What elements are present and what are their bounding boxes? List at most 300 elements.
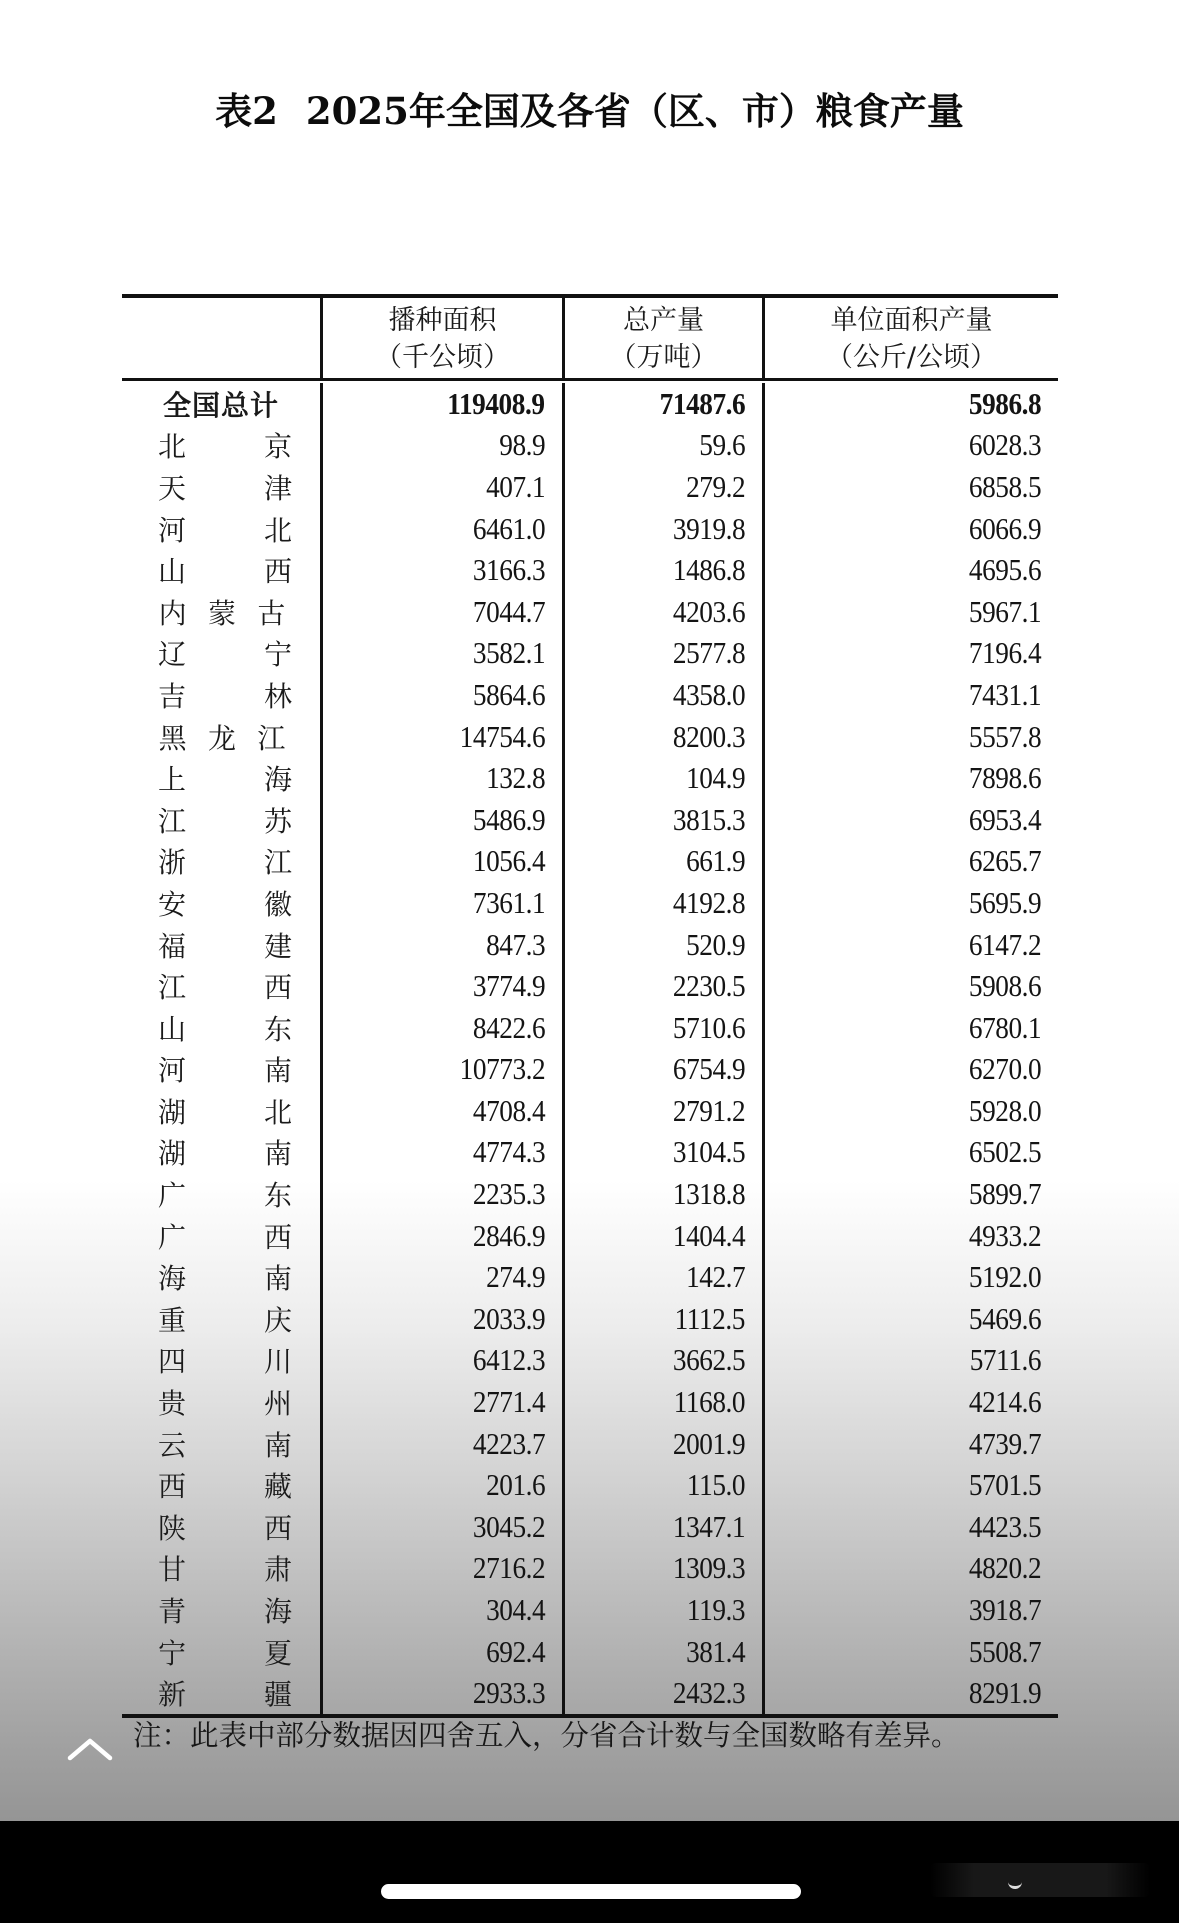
- table-number: 表2: [215, 89, 278, 133]
- table-row: [122, 1340, 1058, 1382]
- total-output-value-text: 1112.5: [674, 1300, 745, 1336]
- header-yield-per-area-label: 单位面积产量: [830, 305, 993, 336]
- total-output-value: [562, 1173, 762, 1215]
- header-total-output: [562, 298, 762, 378]
- sown-area-value: [320, 1298, 562, 1340]
- sown-area-value: [320, 1049, 562, 1091]
- total-output-value-text: 104.9: [685, 760, 745, 796]
- sown-area-value-text: 2933.3: [472, 1675, 545, 1711]
- total-output-value-text: 2001.9: [672, 1425, 745, 1461]
- yield-value: [762, 508, 1058, 550]
- sown-area-value-text: 3166.3: [472, 552, 545, 588]
- region-name: [122, 965, 320, 1007]
- total-output-value-text: 4358.0: [672, 676, 745, 712]
- sown-area-value: [320, 1631, 562, 1673]
- sown-area-value: [320, 1381, 562, 1423]
- header-yield-per-area: [762, 298, 1058, 378]
- region-name-char: 黑: [158, 721, 187, 755]
- total-output-value-text: 119.3: [686, 1592, 745, 1628]
- sown-area-value: [320, 1548, 562, 1590]
- region-name-char: 江: [263, 846, 292, 880]
- sown-area-value-text: 7361.1: [472, 884, 545, 920]
- region-name-char: 古: [257, 596, 286, 630]
- region-name-char: 上: [158, 763, 187, 797]
- total-output-value: [562, 674, 762, 716]
- region-name: [122, 1589, 320, 1631]
- yield-value: [762, 1215, 1058, 1257]
- table-header: [122, 298, 1058, 381]
- sown-area-value: [320, 882, 562, 924]
- table-row: [122, 965, 1058, 1007]
- region-name-char: 肃: [263, 1553, 292, 1587]
- region-name-char: 南: [263, 1054, 292, 1088]
- sown-area-value: [320, 1215, 562, 1257]
- table-row: [122, 466, 1058, 508]
- sown-area-value: [320, 1589, 562, 1631]
- header-sown-area-unit: （千公顷）: [375, 342, 510, 373]
- sown-area-value-text: 6461.0: [472, 510, 545, 546]
- table-row: [122, 1090, 1058, 1132]
- region-name-char: 庆: [263, 1303, 292, 1337]
- total-output-value-text: 2791.2: [672, 1092, 745, 1128]
- region-name: [122, 1132, 320, 1174]
- region-name: [122, 674, 320, 716]
- region-name-char: 贵: [158, 1387, 187, 1421]
- total-output-value-text: 1318.8: [672, 1176, 745, 1212]
- region-name-char: 林: [263, 679, 292, 713]
- region-name-char: 南: [263, 1262, 292, 1296]
- yield-value-text: 4739.7: [968, 1425, 1041, 1461]
- sown-area-value-text: 14754.6: [459, 718, 545, 754]
- total-output-value: [562, 1132, 762, 1174]
- region-name-char: 北: [263, 513, 292, 547]
- header-total-output-unit: （万吨）: [609, 342, 718, 373]
- sown-area-value-text: 4708.4: [472, 1092, 545, 1128]
- yield-value-text: 5928.0: [968, 1092, 1041, 1128]
- total-output-value: [562, 1256, 762, 1298]
- sown-area-value-text: 2033.9: [472, 1300, 545, 1336]
- region-name-char: 辽: [158, 638, 187, 672]
- region-name-char: 甘: [158, 1553, 187, 1587]
- table-row: [122, 1049, 1058, 1091]
- region-name-char: 山: [158, 555, 187, 589]
- table-row: [122, 1215, 1058, 1257]
- region-name-char: 徽: [263, 887, 292, 921]
- yield-value: [762, 1049, 1058, 1091]
- table-row: [122, 924, 1058, 966]
- sown-area-value-text: 1056.4: [472, 843, 545, 879]
- sown-area-value: [320, 1672, 562, 1714]
- sown-area-value: [320, 1007, 562, 1049]
- region-name: [122, 841, 320, 883]
- sown-area-value-text: 5864.6: [472, 676, 545, 712]
- region-name-char: 南: [263, 1428, 292, 1462]
- sown-area-value-text: 692.4: [485, 1633, 545, 1669]
- sown-area-value: [320, 633, 562, 675]
- region-name-char: 西: [263, 971, 292, 1005]
- region-name: [122, 1548, 320, 1590]
- total-output-value-text: 3919.8: [672, 510, 745, 546]
- sown-area-value: [320, 383, 562, 425]
- watermark-mark-icon: [1008, 1877, 1022, 1889]
- total-output-value: [562, 508, 762, 550]
- total-output-value-text: 1168.0: [673, 1384, 745, 1420]
- region-name: [122, 1631, 320, 1673]
- table-row: [122, 1672, 1058, 1714]
- region-name-char: 湖: [158, 1095, 187, 1129]
- region-name: [122, 882, 320, 924]
- yield-value: [762, 799, 1058, 841]
- sown-area-value-text: 201.6: [485, 1467, 545, 1503]
- total-output-value: [562, 1298, 762, 1340]
- yield-value-text: 7431.1: [968, 676, 1041, 712]
- total-output-value: [562, 1381, 762, 1423]
- yield-value: [762, 383, 1058, 425]
- table-row: [122, 674, 1058, 716]
- yield-value-text: 7196.4: [968, 635, 1041, 671]
- yield-value-text: 6265.7: [968, 843, 1041, 879]
- table-row: [122, 1381, 1058, 1423]
- total-output-value: [562, 633, 762, 675]
- sown-area-value-text: 119408.9: [447, 385, 545, 421]
- yield-value-text: 4820.2: [968, 1550, 1041, 1586]
- region-name-char: 西: [263, 555, 292, 589]
- total-output-value: [562, 1340, 762, 1382]
- total-output-value-text: 59.6: [699, 427, 745, 463]
- total-output-value-text: 381.4: [685, 1633, 745, 1669]
- sown-area-value: [320, 1423, 562, 1465]
- total-output-value: [562, 1589, 762, 1631]
- total-output-value: [562, 549, 762, 591]
- sown-area-value: [320, 1173, 562, 1215]
- region-name-char: 建: [263, 929, 292, 963]
- sown-area-value: [320, 716, 562, 758]
- yield-value-text: 6147.2: [968, 926, 1041, 962]
- region-name: [122, 1506, 320, 1548]
- sown-area-value-text: 304.4: [485, 1592, 545, 1628]
- total-output-value-text: 115.0: [686, 1467, 745, 1503]
- total-output-value: [562, 1672, 762, 1714]
- total-output-value-text: 279.2: [685, 468, 745, 504]
- sown-area-value-text: 2846.9: [472, 1217, 545, 1253]
- table-row: [122, 508, 1058, 550]
- yield-value: [762, 1132, 1058, 1174]
- region-name: [122, 716, 320, 758]
- total-output-value-text: 5710.6: [672, 1009, 745, 1045]
- region-name-char: 天: [158, 471, 187, 505]
- yield-value-text: 5469.6: [968, 1300, 1041, 1336]
- sown-area-value: [320, 1464, 562, 1506]
- table-row: [122, 1631, 1058, 1673]
- total-output-value: [562, 924, 762, 966]
- total-output-value-text: 4203.6: [672, 593, 745, 629]
- table-row: [122, 633, 1058, 675]
- region-name-char: 云: [158, 1428, 187, 1462]
- yield-value-text: 5986.8: [968, 385, 1041, 421]
- header-yield-per-area-unit: （公斤/公顷）: [825, 342, 998, 373]
- region-name-char: 河: [158, 1054, 187, 1088]
- total-output-value: [562, 841, 762, 883]
- total-output-value: [562, 425, 762, 467]
- sown-area-value-text: 3582.1: [472, 635, 545, 671]
- yield-value: [762, 716, 1058, 758]
- region-name-char: 内: [158, 596, 187, 630]
- yield-value: [762, 633, 1058, 675]
- region-name: [122, 425, 320, 467]
- total-output-value: [562, 1464, 762, 1506]
- table-row: [122, 1464, 1058, 1506]
- total-output-value-text: 2577.8: [672, 635, 745, 671]
- total-output-value: [562, 1423, 762, 1465]
- sown-area-value: [320, 1132, 562, 1174]
- yield-value: [762, 1090, 1058, 1132]
- region-name-char: 北: [158, 430, 187, 464]
- region-name-char: 州: [263, 1387, 292, 1421]
- sown-area-value-text: 4223.7: [472, 1425, 545, 1461]
- yield-value-text: 6953.4: [968, 801, 1041, 837]
- table-row-total: [122, 381, 1058, 425]
- sown-area-value-text: 98.9: [499, 427, 545, 463]
- yield-value-text: 5711.6: [969, 1342, 1041, 1378]
- table-row: [122, 882, 1058, 924]
- yield-value-text: 5908.6: [968, 968, 1041, 1004]
- region-name-char: 西: [158, 1470, 187, 1504]
- region-name-char: 津: [263, 471, 292, 505]
- region-name-char: 南: [263, 1137, 292, 1171]
- total-output-value-text: 1404.4: [672, 1217, 745, 1253]
- region-name: [122, 508, 320, 550]
- region-name-char: 西: [263, 1220, 292, 1254]
- yield-value-text: 4695.6: [968, 552, 1041, 588]
- yield-value-text: 3918.7: [968, 1592, 1041, 1628]
- region-name: [122, 799, 320, 841]
- region-name: [122, 1090, 320, 1132]
- sown-area-value: [320, 1256, 562, 1298]
- header-region: [122, 298, 320, 378]
- region-name-char: 湖: [158, 1137, 187, 1171]
- yield-value: [762, 1381, 1058, 1423]
- yield-value-text: 4214.6: [968, 1384, 1041, 1420]
- total-output-value-text: 1309.3: [672, 1550, 745, 1586]
- yield-value: [762, 1173, 1058, 1215]
- total-output-value: [562, 383, 762, 425]
- yield-value-text: 7898.6: [968, 760, 1041, 796]
- yield-value: [762, 1589, 1058, 1631]
- yield-value-text: 4423.5: [968, 1508, 1041, 1544]
- region-name-char: 西: [263, 1511, 292, 1545]
- total-output-value-text: 3104.5: [672, 1134, 745, 1170]
- region-name: [122, 1007, 320, 1049]
- total-output-value-text: 3662.5: [672, 1342, 745, 1378]
- grain-output-table: [122, 294, 1058, 1718]
- total-output-value-text: 142.7: [685, 1259, 745, 1295]
- yield-value: [762, 466, 1058, 508]
- header-total-output-label: 总产量: [623, 305, 704, 336]
- yield-value-text: 5899.7: [968, 1176, 1041, 1212]
- sown-area-value: [320, 508, 562, 550]
- yield-value-text: 6780.1: [968, 1009, 1041, 1045]
- region-name-char: 蒙: [207, 596, 236, 630]
- sown-area-value: [320, 1090, 562, 1132]
- total-output-value-text: 3815.3: [672, 801, 745, 837]
- table-row: [122, 1423, 1058, 1465]
- region-name: [122, 633, 320, 675]
- total-output-value-text: 2230.5: [672, 968, 745, 1004]
- region-name-char: 江: [158, 804, 187, 838]
- home-indicator[interactable]: [381, 1884, 801, 1899]
- total-output-value: [562, 1215, 762, 1257]
- region-name: [122, 466, 320, 508]
- region-name-char: 龙: [207, 721, 236, 755]
- yield-value: [762, 841, 1058, 883]
- region-name-char: 河: [158, 513, 187, 547]
- region-name-char: 北: [263, 1095, 292, 1129]
- total-output-value: [562, 882, 762, 924]
- sown-area-value-text: 4774.3: [472, 1134, 545, 1170]
- region-name-char: 广: [158, 1220, 187, 1254]
- sown-area-value-text: 6412.3: [472, 1342, 545, 1378]
- sown-area-value-text: 2235.3: [472, 1176, 545, 1212]
- sown-area-value-text: 407.1: [485, 468, 545, 504]
- yield-value-text: 5557.8: [968, 718, 1041, 754]
- region-name-char: 青: [158, 1595, 187, 1629]
- region-name-char: 宁: [158, 1636, 187, 1670]
- total-output-value: [562, 1631, 762, 1673]
- yield-value: [762, 965, 1058, 1007]
- yield-value: [762, 1464, 1058, 1506]
- sown-area-value: [320, 841, 562, 883]
- region-name: [122, 1464, 320, 1506]
- table-row: [122, 1298, 1058, 1340]
- total-output-value-text: 1486.8: [672, 552, 745, 588]
- region-name: [122, 549, 320, 591]
- table-row: [122, 591, 1058, 633]
- region-name: [122, 591, 320, 633]
- yield-value: [762, 674, 1058, 716]
- total-output-value: [562, 466, 762, 508]
- sown-area-value: [320, 1340, 562, 1382]
- total-output-value-text: 1347.1: [672, 1508, 745, 1544]
- region-name-char: 全国总计: [162, 388, 279, 422]
- region-name: [122, 757, 320, 799]
- yield-value: [762, 882, 1058, 924]
- region-name-char: 江: [257, 721, 286, 755]
- sown-area-value: [320, 674, 562, 716]
- yield-value: [762, 1548, 1058, 1590]
- yield-value-text: 5508.7: [968, 1633, 1041, 1669]
- region-name-char: 福: [158, 929, 187, 963]
- yield-value-text: 6270.0: [968, 1051, 1041, 1087]
- total-output-value: [562, 757, 762, 799]
- yield-value: [762, 1631, 1058, 1673]
- sown-area-value-text: 2716.2: [472, 1550, 545, 1586]
- sown-area-value-text: 132.8: [485, 760, 545, 796]
- total-output-value-text: 661.9: [685, 843, 745, 879]
- total-output-value-text: 6754.9: [672, 1051, 745, 1087]
- sown-area-value-text: 3045.2: [472, 1508, 545, 1544]
- sown-area-value: [320, 549, 562, 591]
- region-name-char: 新: [158, 1678, 187, 1712]
- table-row: [122, 425, 1058, 467]
- yield-value-text: 6028.3: [968, 427, 1041, 463]
- table-row: [122, 1173, 1058, 1215]
- region-name-char: 川: [263, 1345, 292, 1379]
- region-name-char: 苏: [263, 804, 292, 838]
- yield-value: [762, 1298, 1058, 1340]
- region-name-char: 夏: [263, 1636, 292, 1670]
- total-output-value-text: 2432.3: [672, 1675, 745, 1711]
- table-row: [122, 799, 1058, 841]
- yield-value: [762, 1672, 1058, 1714]
- yield-value-text: 6858.5: [968, 468, 1041, 504]
- region-name-char: 海: [263, 763, 292, 797]
- region-name-char: 四: [158, 1345, 187, 1379]
- region-name-char: 安: [158, 887, 187, 921]
- yield-value-text: 5967.1: [968, 593, 1041, 629]
- region-name-char: 江: [158, 971, 187, 1005]
- sown-area-value: [320, 591, 562, 633]
- region-name-char: 山: [158, 1012, 187, 1046]
- sown-area-value-text: 2771.4: [472, 1384, 545, 1420]
- sown-area-value: [320, 924, 562, 966]
- table-row: [122, 1132, 1058, 1174]
- sown-area-value: [320, 466, 562, 508]
- region-name-char: 浙: [158, 846, 187, 880]
- total-output-value: [562, 1090, 762, 1132]
- total-output-value-text: 71487.6: [659, 385, 745, 421]
- total-output-value: [562, 591, 762, 633]
- region-name: [122, 1340, 320, 1382]
- page-title: [0, 88, 1179, 134]
- watermark: [930, 1863, 1150, 1897]
- region-name-char: 广: [158, 1179, 187, 1213]
- region-name-char: 重: [158, 1303, 187, 1337]
- region-name-char: 吉: [158, 679, 187, 713]
- header-sown-area-label: 播种面积: [388, 305, 497, 336]
- table-row: [122, 1548, 1058, 1590]
- sown-area-value: [320, 799, 562, 841]
- sown-area-value-text: 7044.7: [472, 593, 545, 629]
- total-output-value: [562, 1049, 762, 1091]
- yield-value-text: 6502.5: [968, 1134, 1041, 1170]
- total-output-value: [562, 965, 762, 1007]
- region-name: [122, 1215, 320, 1257]
- header-sown-area: [320, 298, 562, 378]
- sown-area-value: [320, 425, 562, 467]
- total-output-value: [562, 1548, 762, 1590]
- chevron-up-icon[interactable]: [66, 1736, 114, 1762]
- region-name: [122, 1256, 320, 1298]
- yield-value: [762, 549, 1058, 591]
- yield-value-text: 8291.9: [968, 1675, 1041, 1711]
- yield-value-text: 5192.0: [968, 1259, 1041, 1295]
- yield-value: [762, 1423, 1058, 1465]
- total-output-value-text: 4192.8: [672, 884, 745, 920]
- table-row: [122, 1506, 1058, 1548]
- table-row: [122, 549, 1058, 591]
- yield-value: [762, 1340, 1058, 1382]
- sown-area-value: [320, 965, 562, 1007]
- table-body: [122, 381, 1058, 1714]
- sown-area-value-text: 274.9: [485, 1259, 545, 1295]
- region-name: [122, 1381, 320, 1423]
- region-name-char: 疆: [263, 1678, 292, 1712]
- sown-area-value-text: 10773.2: [459, 1051, 545, 1087]
- sown-area-value: [320, 1506, 562, 1548]
- yield-value: [762, 1506, 1058, 1548]
- table-row: [122, 716, 1058, 758]
- sown-area-value-text: 5486.9: [472, 801, 545, 837]
